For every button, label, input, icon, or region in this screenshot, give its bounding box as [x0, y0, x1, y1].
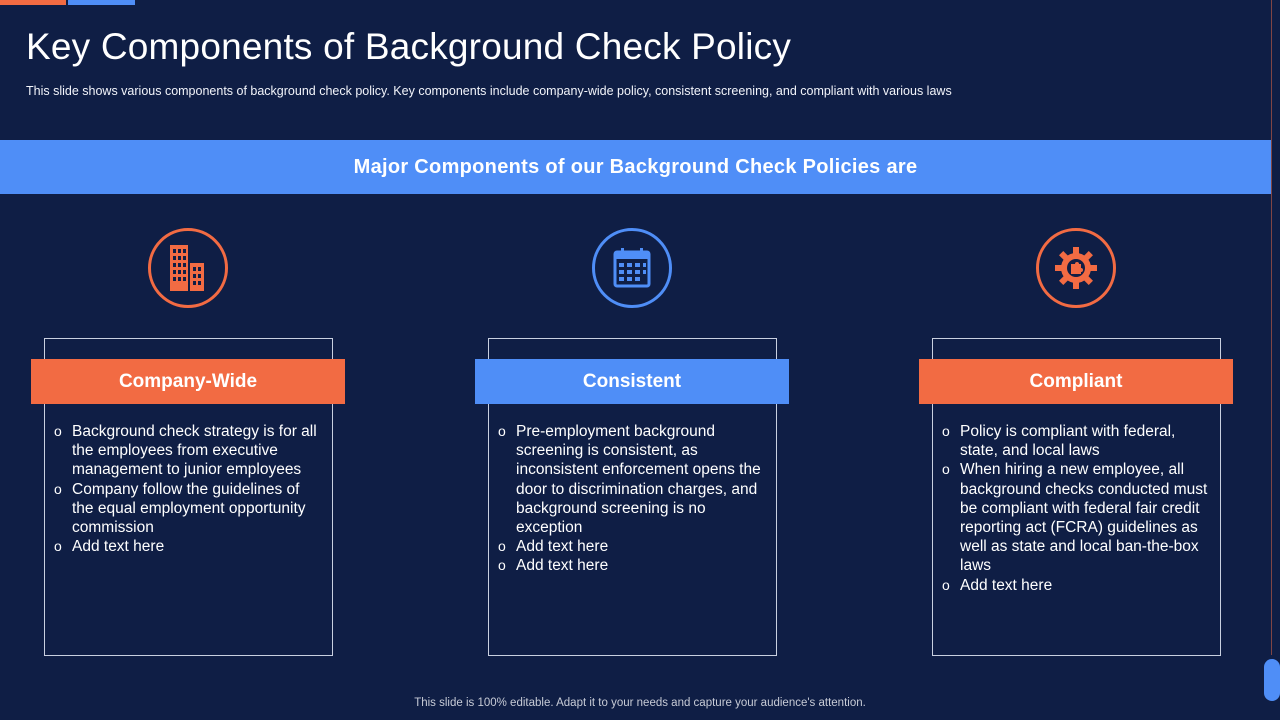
list-item: o When hiring a new employee, all background checks conducted must be compliant with federal fair credit reporting act (FCRA) guidelines as well as state and local ban-the-box laws — [942, 461, 1208, 575]
accent-bar-orange — [0, 0, 66, 5]
accent-bar-blue — [68, 0, 135, 5]
calendar-icon — [610, 246, 654, 290]
card-compliant-bullets — [942, 422, 1210, 595]
list-item: o Add text here — [942, 576, 1053, 594]
list-item: o Pre-employment background screening is consistent, as inconsistent enforcement opens the door to discrimination charges, and background screening is no exception — [498, 423, 761, 537]
card-consistent-bullets — [498, 422, 766, 576]
card-title-company-wide: Company-Wide — [31, 359, 345, 404]
list-item: o Background check strategy is for all the employees from executive management to junior employees — [54, 423, 317, 479]
footer-note: This slide is 100% editable. Adapt it to your needs and capture your audience's attention. — [414, 697, 866, 709]
compliant-icon-circle — [1036, 228, 1116, 308]
page-subtitle: This slide shows various components of background check policy. Key components include company-wide policy, consistent screening, and compliant with various laws — [26, 84, 952, 98]
card-title-consistent: Consistent — [475, 359, 789, 404]
scrollbar-thumb[interactable] — [1264, 659, 1280, 701]
list-item: o Add text here — [54, 538, 165, 556]
banner-text: Major Components of our Background Check Policies are — [353, 155, 918, 178]
consistent-icon-circle — [592, 228, 672, 308]
list-item: o Policy is compliant with federal, state, and local laws — [942, 423, 1176, 460]
company-wide-icon-circle — [148, 228, 228, 308]
page-title: Key Components of Background Check Policy — [26, 26, 792, 67]
buildings-icon — [168, 243, 208, 293]
card-company-wide-bullets — [54, 422, 322, 556]
list-item: o Company follow the guidelines of the equal employment opportunity commission — [54, 480, 306, 537]
list-item: o Add text here — [498, 538, 609, 556]
scrollbar-track[interactable] — [1271, 0, 1272, 655]
section-banner — [0, 140, 1271, 194]
list-item: o Add text here — [498, 557, 609, 575]
gear-puzzle-icon — [1053, 245, 1099, 291]
card-title-compliant: Compliant — [919, 359, 1233, 404]
